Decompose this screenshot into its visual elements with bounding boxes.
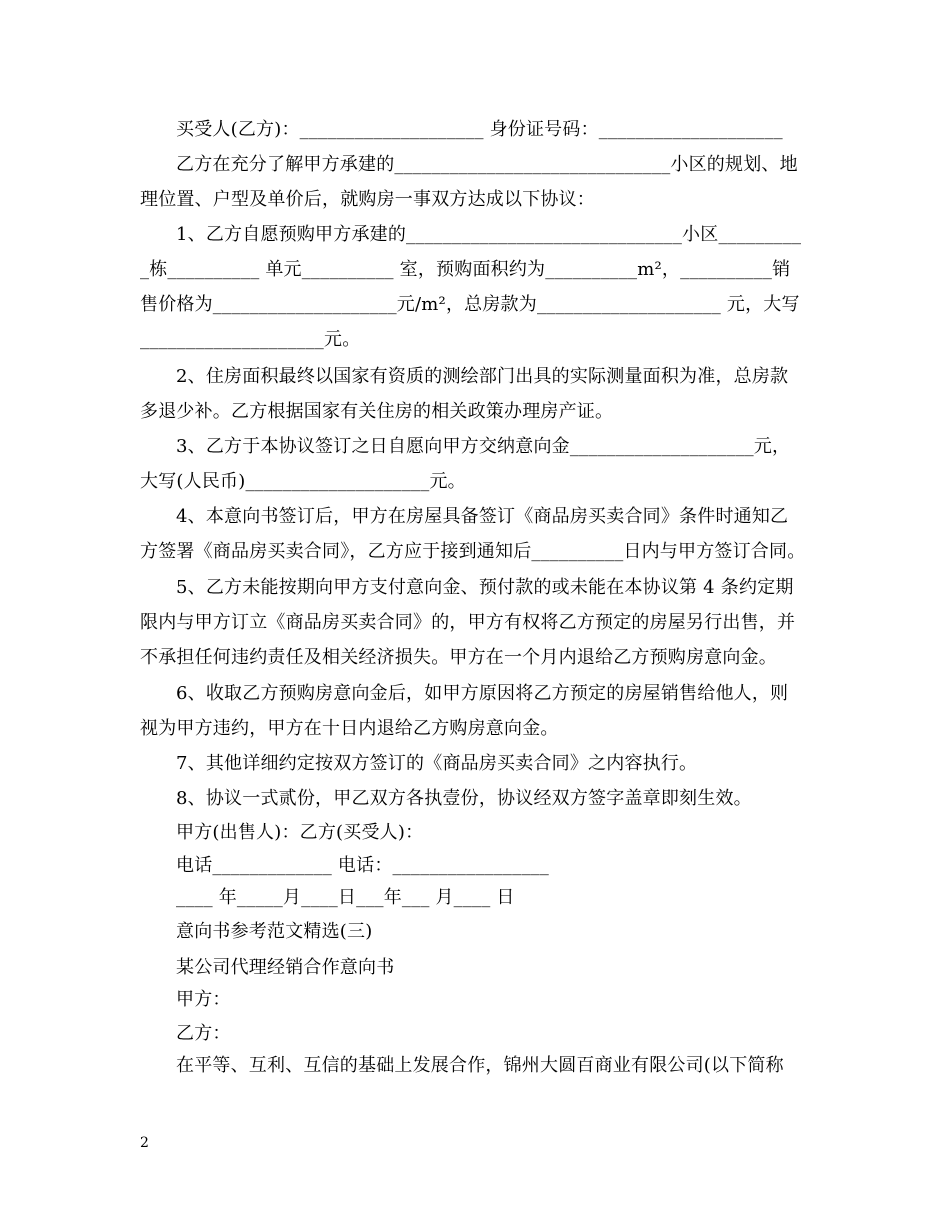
clause-8-line: 8、协议一式贰份，甲乙双方各执壹份，协议经双方签字盖章即刻生效。: [176, 788, 752, 809]
clause-3-line-1: 3、乙方于本协议签订之日自愿向甲方交纳意向金____________________元，: [176, 436, 791, 457]
clause-4-line-1: 4、本意向书签订后，甲方在房屋具备签订《商品房买卖合同》条件时通知乙: [176, 506, 789, 527]
document-title-line: 某公司代理经销合作意向书: [176, 957, 395, 978]
paragraph-intro-line-2: 理位置、户型及单价后，就购房一事双方达成以下协议：: [140, 189, 595, 210]
clause-5-line-1: 5、乙方未能按期向甲方支付意向金、预付款的或未能在本协议第 4 条约定期: [176, 577, 794, 598]
buyer-id-line: 买受人(乙方)：____________________ 身份证号码：____________________: [176, 119, 783, 140]
clause-2-line-1: 2、住房面积最终以国家有资质的测绘部门出具的实际测量面积为准，总房款: [176, 366, 789, 387]
phone-line: 电话_____________ 电话：_________________: [176, 855, 549, 876]
party-b-line: 乙方：: [176, 1023, 231, 1044]
section-title-line: 意向书参考范文精选(三): [176, 921, 373, 942]
clause-6-line-1: 6、收取乙方预购房意向金后，如甲方原因将乙方预定的房屋销售给他人，则: [176, 683, 789, 704]
clause-7-line: 7、其他详细约定按双方签订的《商品房买卖合同》之内容执行。: [176, 753, 698, 774]
clause-1-line-3: 售价格为____________________元/m²，总房款为____________________ 元，大写: [140, 294, 800, 315]
clause-1-line-1: 1、乙方自愿预购甲方承建的______________________________小区_________: [176, 224, 802, 245]
clause-5-line-2: 限内与甲方订立《商品房买卖合同》的，甲方有权将乙方预定的房屋另行出售，并: [140, 612, 796, 633]
date-line: ____ 年_____月____日___年___ 月____ 日: [176, 887, 515, 908]
page-number: 2: [140, 1135, 149, 1151]
clause-1-line-2: _栋__________ 单元__________ 室，预购面积约为__________m²，__________销: [140, 259, 791, 280]
clause-2-line-2: 多退少补。乙方根据国家有关住房的相关政策办理房产证。: [140, 401, 614, 422]
clause-1-line-4: ____________________元。: [140, 329, 361, 350]
cooperation-paragraph-line: 在平等、互利、互信的基础上发展合作，锦州大圆百商业有限公司(以下简称: [176, 1055, 784, 1076]
party-a-line: 甲方：: [176, 989, 231, 1010]
clause-5-line-3: 不承担任何违约责任及相关经济损失。甲方在一个月内退给乙方预购房意向金。: [140, 647, 777, 668]
clause-3-line-2: 大写(人民币)____________________元。: [140, 471, 466, 492]
signature-parties-line: 甲方(出售人)：乙方(买受人)：: [176, 822, 424, 843]
clause-6-line-2: 视为甲方违约，甲方在十日内退给乙方购房意向金。: [140, 718, 559, 739]
paragraph-intro-line-1: 乙方在充分了解甲方承建的______________________________小区的规划、地: [176, 154, 798, 175]
clause-4-line-2: 方签署《商品房买卖合同》，乙方应于接到通知后__________日内与甲方签订合同。: [140, 541, 806, 562]
